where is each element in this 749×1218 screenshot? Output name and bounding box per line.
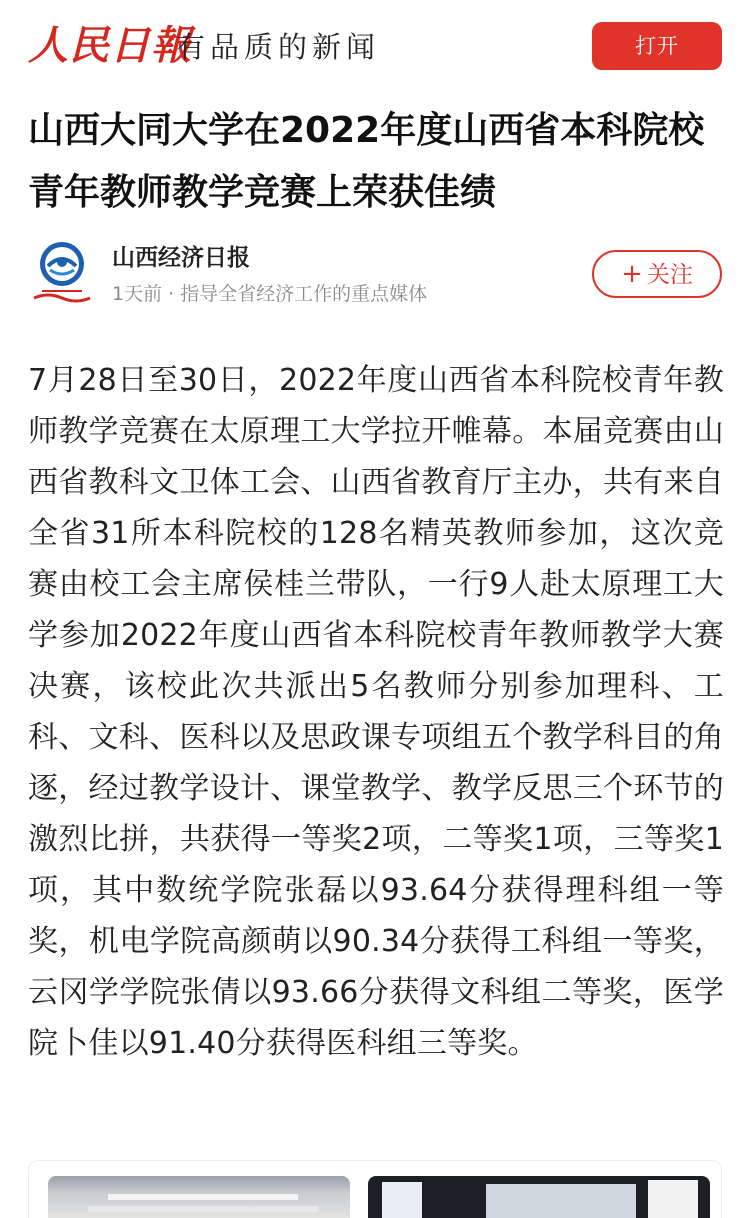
shanxi-economic-daily-logo-icon (28, 236, 96, 308)
author-info (28, 236, 722, 312)
photo-wall (648, 1180, 698, 1218)
header-slogan: 有品质的新闻 (176, 30, 381, 64)
peoples-daily-logo: 人民日報 (28, 22, 192, 69)
plus-icon: + (621, 259, 643, 289)
follow-label: 关注 (646, 262, 693, 288)
photo-screen (486, 1184, 636, 1218)
meta-separator: · (168, 283, 175, 305)
article-photo-2[interactable] (368, 1176, 710, 1218)
author-name[interactable]: 山西经济日报 (112, 245, 250, 271)
author-description: 指导全省经济工作的重点媒体 (180, 283, 428, 305)
article-title: 山西大同大学在2022年度山西省本科院校青年教师教学竞赛上荣获佳绩 (28, 110, 705, 213)
app-header (0, 0, 749, 92)
publish-time: 1天前 (112, 283, 163, 305)
author-meta (112, 280, 427, 308)
open-app-button[interactable]: 打开 (592, 22, 722, 70)
follow-button[interactable] (592, 250, 722, 298)
author-avatar[interactable] (28, 236, 96, 308)
article-images (28, 1160, 722, 1218)
photo-board (382, 1182, 422, 1218)
article-photo-1[interactable] (48, 1176, 350, 1218)
article-body: 7月28日至30日，2022年度山西省本科院校青年教师教学竞赛在太原理工大学拉开帷幕。本届竞赛由山西省教科文卫体工会、山西省教育厅主办，共有来自全省31所本科院校的128名精英教师参加，这次竞赛由校工会主席侯桂兰带队，一行9人赴太原理工大学参加2022年度山西省本科院校青年教师教学大赛决赛，该校此次共派出5名教师分别参加理科、工科、文科、医科以及思政课专项组五个教学科目的角逐，经过教学设计、课堂教学、教学反思三个环节的激烈比拼，共获得一等奖2项，二等奖1项，三等奖1项，其中数统学院张磊以93.64分获得理科组一等奖，机电学院高颜萌以90.34分获得工科组一等奖，云冈学学院张倩以93.66分获得文科组二等奖，医学院卜佳以91.40分获得医科组三等奖。 (28, 363, 724, 1061)
